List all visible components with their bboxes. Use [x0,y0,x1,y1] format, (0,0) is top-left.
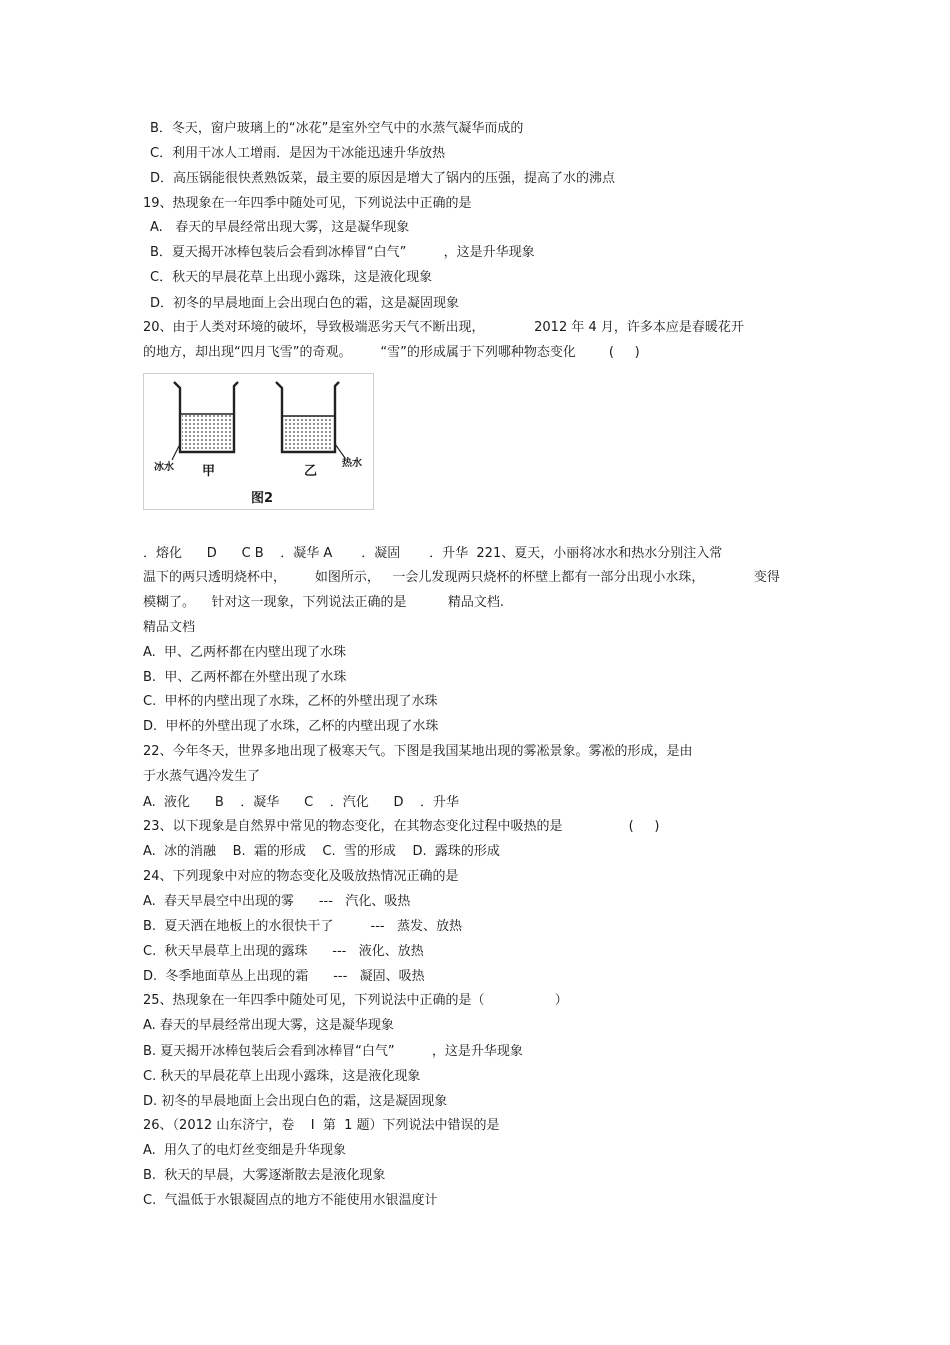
q24-option-b: B. 夏天洒在地板上的水很快干了 --- 蒸发、放热 [143,919,462,934]
question-25: 25、热现象在一年四季中随处可见，下列说法中正确的是（ ） [143,993,568,1008]
question-20-options: ．熔化 D C B ．凝华 A ．凝固 ．升华 221、夏天，小丽将冰水和热水分别注入常 [143,546,723,561]
option-d-line: D．高压锅能很快煮熟饭菜，最主要的原因是增大了锅内的压强，提高了水的沸点 [150,171,616,186]
q24-option-d: D. 冬季地面草丛上出现的霜 --- 凝固、吸热 [143,969,425,984]
question-21-line3: 模糊了。 针对这一现象，下列说法正确的是 精品文档. [143,595,504,610]
figure-caption: 图2 [251,491,274,506]
label-jia: 甲 [202,464,216,479]
beaker-jia [172,382,238,460]
q21-option-c: C. 甲杯的内壁出现了水珠，乙杯的外壁出现了水珠 [143,694,438,709]
question-22-line1: 22、今年冬天，世界多地出现了极寒天气。下图是我国某地出现的雾凇景象。雾凇的形成，是由 [143,744,693,759]
q26-option-a: A. 用久了的电灯丝变细是升华现象 [143,1143,347,1158]
q25-option-d: D. 初冬的早晨地面上会出现白色的霜，这是凝固现象 [143,1094,448,1109]
q19-option-d: D．初冬的早晨地面上会出现白色的霜，这是凝固现象 [150,296,460,311]
q25-option-b: B. 夏天揭开冰棒包装后会看到冰棒冒“白气” ，这是升华现象 [143,1044,523,1059]
q22-options: A. 液化 B ．凝华 C ．汽化 D ．升华 [143,795,460,810]
q24-option-c: C. 秋天早晨草上出现的露珠 --- 液化、放热 [143,944,424,959]
q19-option-a: A. 春天的早晨经常出现大雾，这是凝华现象 [150,220,410,235]
watermark-text: 精品文档 [143,620,196,635]
q24-option-a: A. 春天早晨空中出现的雾 --- 汽化、吸热 [143,894,411,909]
question-24: 24、下列现象中对应的物态变化及吸放热情况正确的是 [143,869,459,884]
question-26: 26、（2012 山东济宁，卷 I 第 1 题）下列说法中错误的是 [143,1118,500,1133]
q25-option-a: A. 春天的早晨经常出现大雾，这是凝华现象 [143,1018,394,1033]
label-ice-water: 冰水 [154,462,174,473]
question-20-line2: 的地方，却出现“四月飞雪”的奇观。 “雪”的形成属于下列哪种物态变化 ( ) [143,345,640,360]
label-yi: 乙 [304,464,318,479]
q26-option-b: B. 秋天的早晨，大雾逐渐散去是液化现象 [143,1168,386,1183]
question-23: 23、以下现象是自然界中常见的物态变化，在其物态变化过程中吸热的是 ( ) [143,819,660,834]
q21-option-b: B. 甲、乙两杯都在外壁出现了水珠 [143,670,347,685]
question-21-line2: 温下的两只透明烧杯中， 如图所示， 一会儿发现两只烧杯的杯壁上都有一部分出现小水珠， 变得 [143,570,780,585]
q19-option-b: B．夏天揭开冰棒包装后会看到冰棒冒“白气” ，这是升华现象 [150,245,535,260]
beaker-yi [276,382,345,458]
question-22-line2: 于水蒸气遇冷发生了 [143,769,261,784]
question-20-line1: 20、由于人类对环境的破坏，导致极端恶劣天气不断出现， 2012 年 4 月，许多本应是春暖花开 [143,320,744,335]
label-hot-water: 热水 [342,458,362,469]
q21-option-a: A. 甲、乙两杯都在内壁出现了水珠 [143,645,347,660]
q23-options: A. 冰的消融 B. 霜的形成 C. 雪的形成 D. 露珠的形成 [143,844,500,859]
q19-option-c: C．秋天的早晨花草上出现小露珠，这是液化现象 [150,270,433,285]
q25-option-c: C. 秋天的早晨花草上出现小露珠，这是液化现象 [143,1069,421,1084]
question-19: 19、热现象在一年四季中随处可见，下列说法中正确的是 [143,196,472,211]
option-b-line: B．冬天，窗户玻璃上的“冰花”是室外空气中的水蒸气凝华而成的 [150,121,524,136]
q26-option-c: C. 气温低于水银凝固点的地方不能使用水银温度计 [143,1193,438,1208]
q21-option-d: D. 甲杯的外壁出现了水珠，乙杯的内壁出现了水珠 [143,719,439,734]
option-c-line: C．利用干冰人工增雨．是因为干冰能迅速升华放热 [150,146,446,161]
beaker-figure [143,373,374,510]
